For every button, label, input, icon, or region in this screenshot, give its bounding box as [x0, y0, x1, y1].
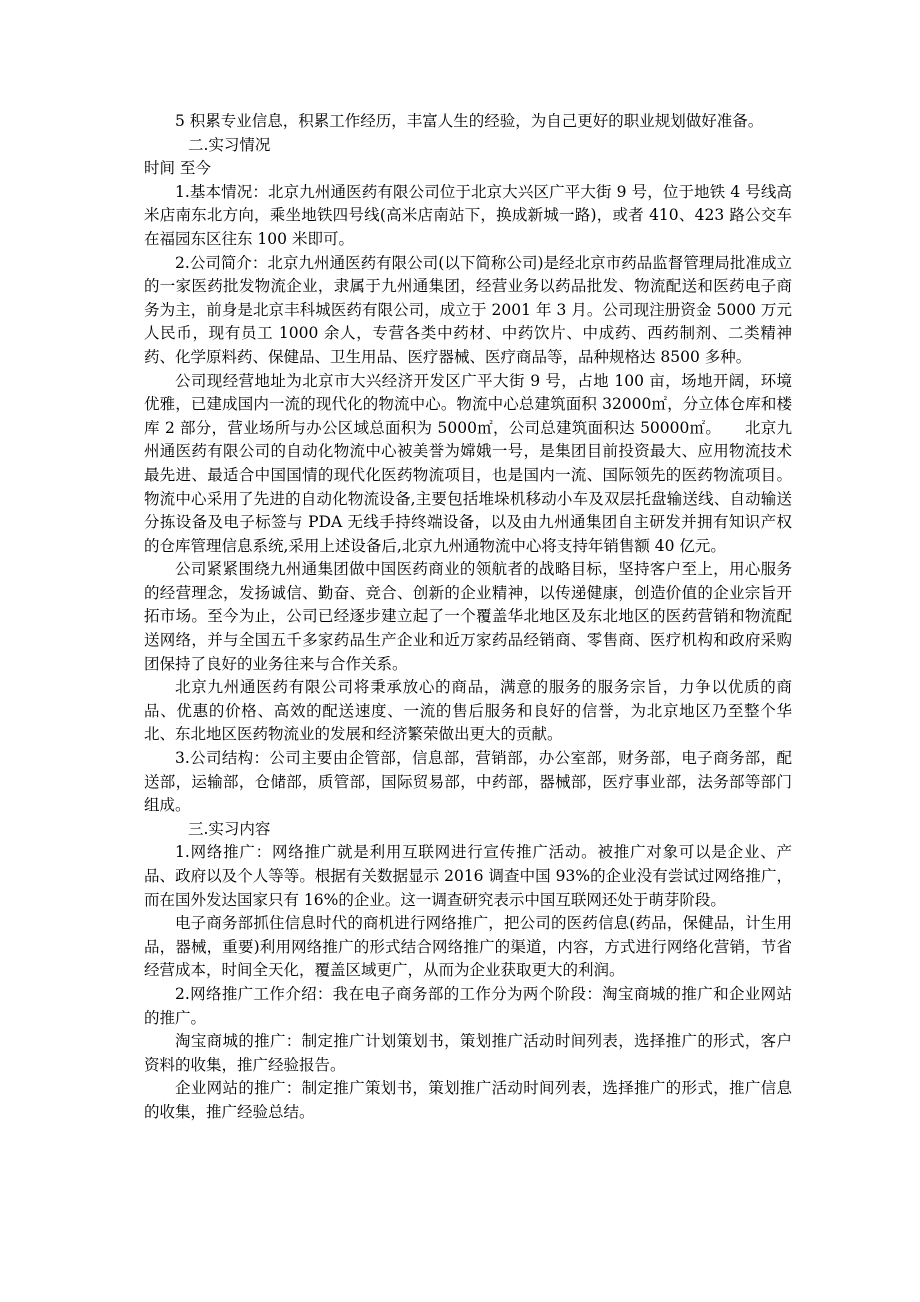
paragraph-strategy: 公司紧紧围绕九州通集团做中国医药商业的领航者的战略目标，坚持客户至上，用心服务的经营理念，发扬诚信、勤奋、竞合、创新的企业精神，以传递健康，创造价值的企业宗旨开拓市场。至今为止，公司已经逐步建立起了一个覆盖华北地区及东北地区的医药营销和物流配送网络，并与全国五千多家药品生产企业和近万家药品经销商、零售商、医疗机构和政府采购团保持了良好的业务往来与合作关系。: [144, 560, 792, 673]
paragraph-network-promotion: 1.网络推广：网络推广就是利用互联网进行宣传推广活动。被推广对象可以是企业、产品、政府以及个人等等。根据有关数据显示 2016 调查中国 93%的企业没有尝试过网络推广，而在国外发达国家只有 16%的企业。这一调查研究表示中国互联网还处于萌芽阶段。: [144, 843, 792, 909]
paragraph-website-promotion: 企业网站的推广：制定推广策划书，策划推广活动时间列表，选择推广的形式，推广信息的收集，推广经验总结。: [144, 1079, 792, 1121]
paragraph-company-intro: 2.公司简介：北京九州通医药有限公司(以下简称公司)是经北京市药品监督管理局批准成立的一家医药批发物流企业，隶属于九州通集团，经营业务以药品批发、物流配送和医药电子商务为主，前身是北京丰科城医药有限公司，成立于 2001 年 3 月。公司现注册资金 5000 万元人民币，现有员工 1000 余人，专营各类中药材、中药饮片、中成药、西药制剂、二类精神药、化学原料药、保健品、卫生用品、医疗器械、医疗商品等，品种规格达 8500 多种。: [144, 253, 792, 366]
section-heading-internship-situation: 二.实习情况: [188, 135, 271, 154]
paragraph-work-intro: 2.网络推广工作介绍：我在电子商务部的工作分为两个阶段：淘宝商城的推广和企业网站的推广。: [144, 984, 792, 1027]
paragraph-taobao-promotion: 淘宝商城的推广：制定推广计划策划书，策划推广活动时间列表，选择推广的形式，客户资料的收集，推广经验报告。: [144, 1032, 792, 1074]
paragraph-business-address: 公司现经营地址为北京市大兴经济开发区广平大街 9 号，占地 100 亩，场地开阔，环境优雅，已建成国内一流的现代化的物流中心。物流中心总建筑面积 32000㎡，分立体仓库和楼库 2 部分，营业场所与办公区域总面积为 5000㎡，公司总建筑面积达 50000㎡。 北京九州通医药有限公司的自动化物流中心被美誉为嫦娥一号，是集团目前投资最大、应用物流技术最先进、最适合中国国情的现代化医药物流项目，也是国内一流、国际领先的医药物流项目。物流中心采用了先进的自动化物流设备,主要包括堆垛机移动小车及双层托盘输送线、自动输送分拣设备及电子标签与 PDA 无线手持终端设备，以及由九州通集团自主研发并拥有知识产权的仓库管理信息系统,采用上述设备后,北京九州通物流中心将支持年销售额 40 亿元。: [144, 371, 792, 555]
paragraph-basic-info: 1.基本情况：北京九州通医药有限公司位于北京大兴区广平大街 9 号，位于地铁 4 号线高米店南东北方向，乘坐地铁四号线(高米店南站下，换成新城一路)，或者 410、423 路公交车在福园东区往东 100 米即可。: [144, 182, 792, 248]
paragraph-ecommerce-department: 电子商务部抓住信息时代的商机进行网络推广，把公司的医药信息(药品，保健品，计生用品，器械，重要)利用网络推广的形式结合网络推广的渠道，内容，方式进行网络化营销，节省经营成本，时间全天化，覆盖区域更广，从而为企业获取更大的利润。: [144, 914, 792, 980]
section-heading-internship-content: 三.实习内容: [188, 819, 271, 838]
paragraph-company-structure: 3.公司结构：公司主要由企管部，信息部，营销部，办公室部，财务部，电子商务部，配送部，运输部，仓储部，质管部，国际贸易部，中药部，器械部，医疗事业部，法务部等部门组成。: [144, 749, 792, 815]
paragraph-service-purpose: 北京九州通医药有限公司将秉承放心的商品，满意的服务的服务宗旨，力争以优质的商品、优惠的价格、高效的配送速度、一流的售后服务和良好的信誉，为北京地区乃至整个华北、东北地区医药物流业的发展和经济繁荣做出更大的贡献。: [144, 678, 792, 744]
paragraph-goal-5: 5 积累专业信息，积累工作经历，丰富人生的经验，为自己更好的职业规划做好准备。: [175, 112, 764, 130]
document-body: [144, 110, 792, 1125]
paragraph-time: 时间 至今: [144, 159, 211, 178]
